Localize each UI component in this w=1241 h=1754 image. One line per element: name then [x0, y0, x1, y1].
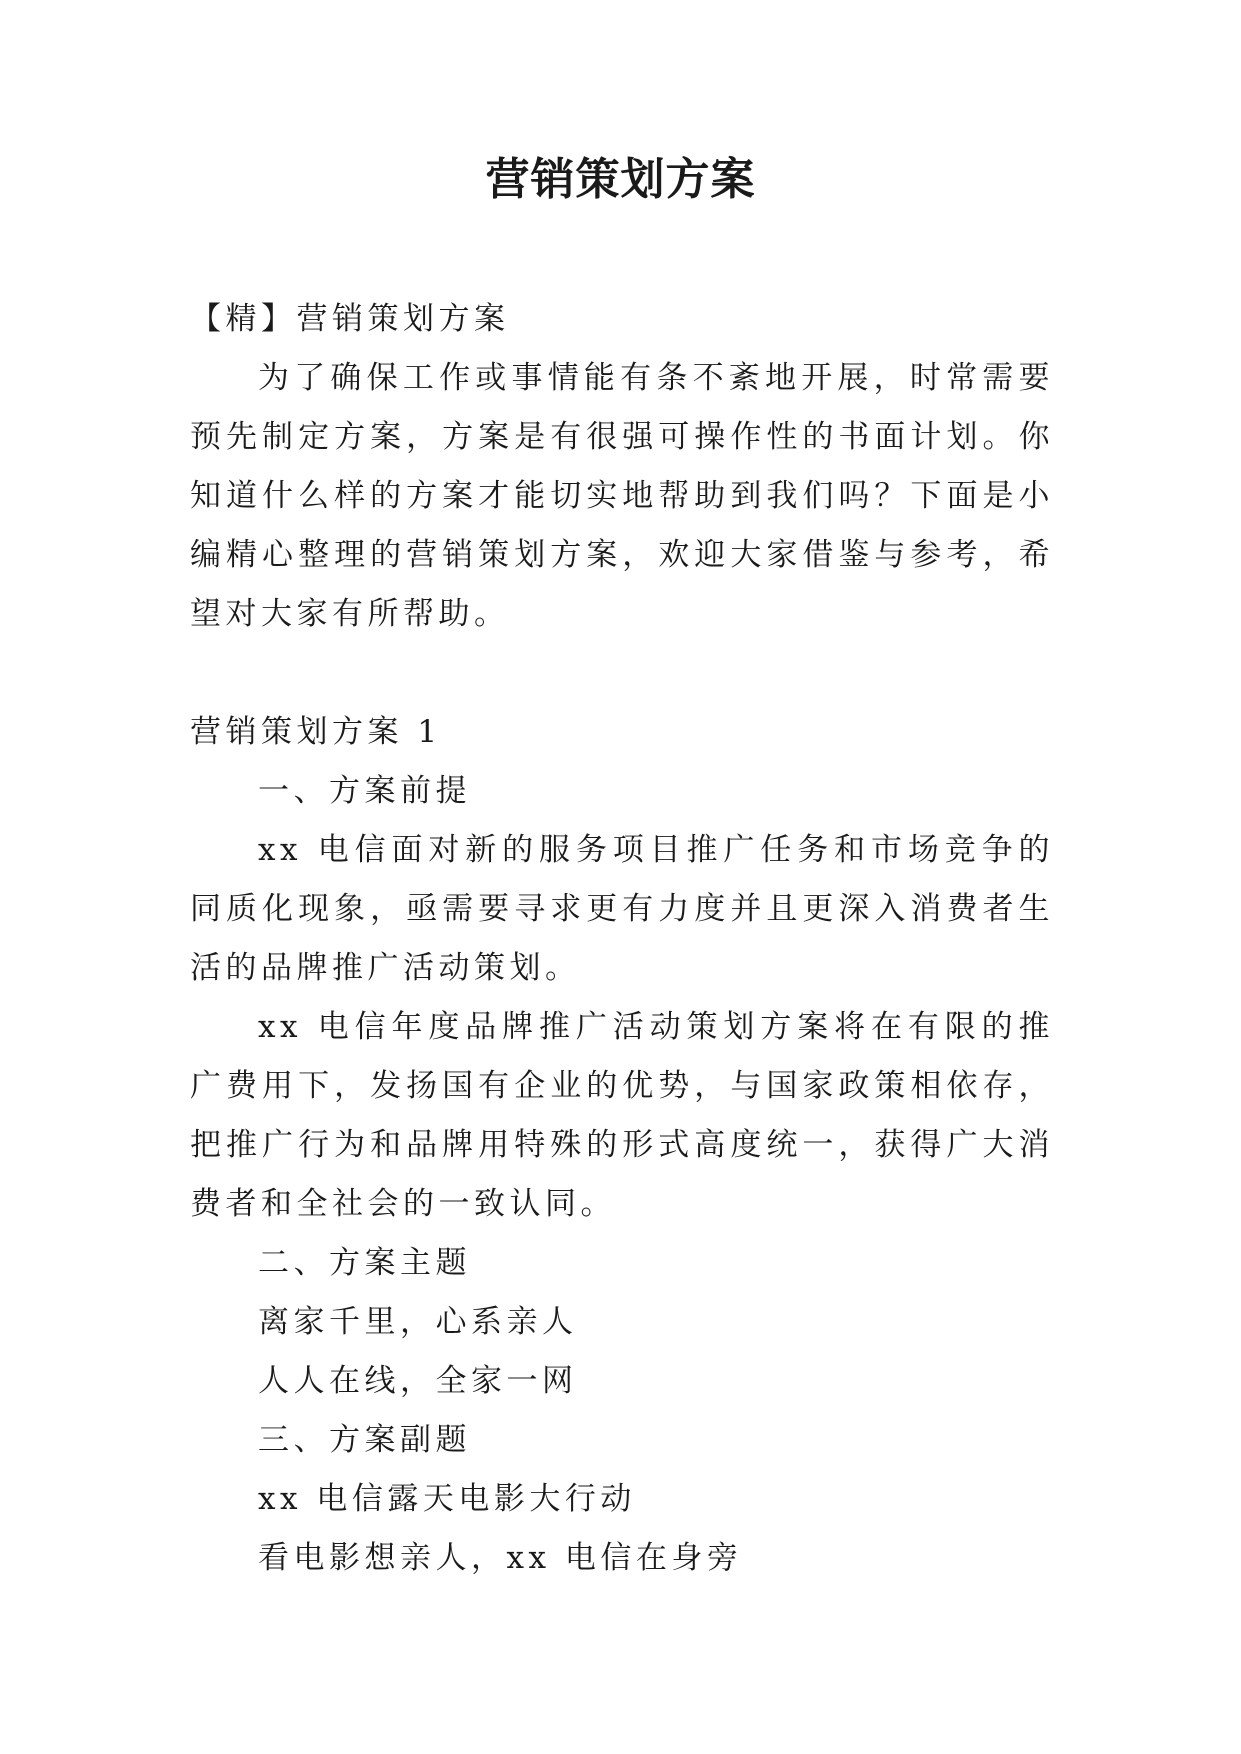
heading-theme: 二、方案主题: [258, 1245, 471, 1281]
intro-heading: 【精】营销策划方案: [190, 301, 510, 337]
intro-paragraph: 为了确保工作或事情能有条不紊地开展，时常需要预先制定方案，方案是有很强可操作性的书面计划。你知道什么样的方案才能切实地帮助到我们吗？下面是小编精心整理的营销策划方案，欢迎大家借鉴与参考，希望对大家有所帮助。: [190, 360, 1054, 632]
subtitle-line-1: xx 电信露天电影大行动: [258, 1481, 636, 1517]
document-body: [190, 290, 1054, 1588]
section-title: 营销策划方案 1: [190, 714, 442, 750]
paragraph-premise-1: xx 电信面对新的服务项目推广任务和市场竞争的同质化现象，亟需要寻求更有力度并且更深入消费者生活的品牌推广活动策划。: [190, 832, 1054, 986]
paragraph-premise-2: xx 电信年度品牌推广活动策划方案将在有限的推广费用下，发扬国有企业的优势，与国家政策相依存，把推广行为和品牌用特殊的形式高度统一，获得广大消费者和全社会的一致认同。: [190, 1009, 1054, 1222]
subtitle-line-2: 看电影想亲人，xx 电信在身旁: [258, 1540, 743, 1576]
heading-subtitle: 三、方案副题: [258, 1422, 471, 1458]
document-title: 营销策划方案: [485, 154, 756, 205]
theme-line-1: 离家千里，心系亲人: [258, 1304, 578, 1340]
heading-premise: 一、方案前提: [258, 773, 471, 809]
theme-line-2: 人人在线，全家一网: [258, 1363, 578, 1399]
